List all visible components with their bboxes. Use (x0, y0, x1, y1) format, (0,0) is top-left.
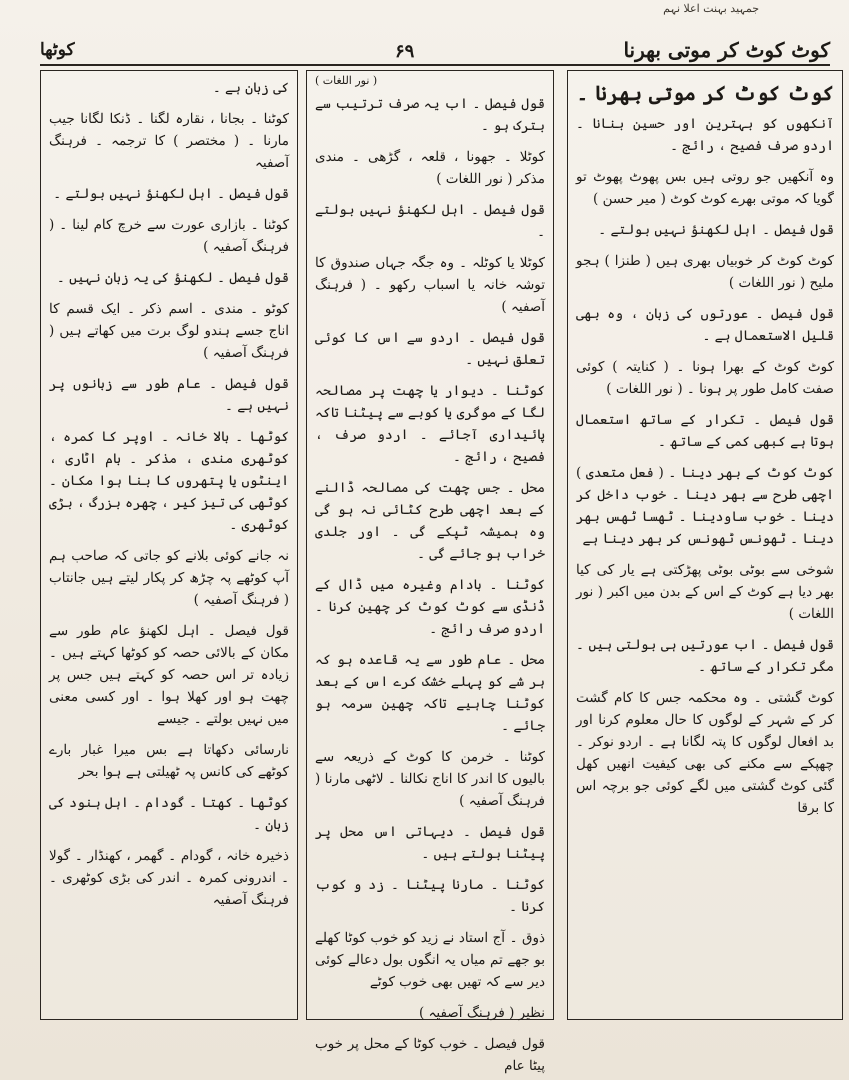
entry-paragraph: شوخی سے بوٹی بوٹی پھڑکتی ہے یار کی کیا بھر دیا ہے کوٹ کے اس کے بدن میں اکبر ( نور اللغات ) (576, 562, 834, 622)
header-right-title: کوٹ کوٹ کر موتی بھرنا (623, 38, 830, 62)
entry-paragraph: قول فیصل ۔ عام طور سے زبانوں پر نہیں ہے ۔ (49, 376, 289, 414)
entry-paragraph: کوٹ کوٹ کر خوبیاں بھری ہیں ( طنزا ) ہجو ملیح ( نور اللغات ) (576, 253, 834, 291)
entry-paragraph: کوٹنا ۔ دیوار یا چھت پر مصالحہ لگا کے موگری یا کوبے سے پیٹنا تاکہ پائیداری آجائے ۔ اردو صرف ، فصیح ، رائج ۔ (315, 383, 545, 465)
column-middle-top-note: ( نور اللغات ) (315, 74, 378, 87)
entry-paragraph: کوٹنا ۔ خرمن کا کوٹ کے ذریعہ سے بالیوں کا اندر کا اناج نکالنا ۔ لاٹھی مارنا ( فرہنگ آصفیہ ) (315, 749, 545, 809)
column-middle (306, 70, 554, 1074)
entry-paragraph: کوٹ کوٹ کے بھر دینا ۔ ( فعل متعدی ) اچھی طرح سے بھر دینا ۔ خوب داخل کر دینا ۔ خوب ساودینا ۔ ٹھسا ٹھس بھر دینا ۔ ٹھونس ٹھونس کر بھر دینا ہے (576, 465, 834, 547)
entry-paragraph: محل ۔ جس چھت کی مصالحہ ڈالنے کے بعد اچھی طرح کٹائی نہ ہو گی وہ ہمیشہ ٹپکے گی ۔ اور جلدی خراب ہو جائے گی ۔ (315, 480, 545, 562)
entry-paragraph: کوٹلا یا کوٹلہ ۔ وہ جگہ جہاں صندوق کا توشہ خانہ یا اسباب رکھو ۔ ( فرہنگ آصفیہ ) (315, 255, 545, 315)
entry-paragraph: کوٹھا ۔ کھتا ۔ گودام ۔ اہل ہنود کی زبان ۔ (49, 795, 289, 833)
column-left (40, 70, 298, 1020)
entry-paragraph: کوٹ کوٹ کے بھرا ہونا ۔ ( کنایتہ ) کوئی صفت کامل طور پر ہونا ۔ ( نور اللغات ) (576, 359, 834, 397)
entry-paragraph: قول فیصل ۔ اب عورتیں ہی بولتی ہیں ۔ مگر تکرار کے ساتھ ۔ (576, 637, 834, 675)
entry-paragraph: قول فیصل ۔ اہل لکھنؤ نہیں بولتے ۔ (315, 202, 545, 240)
entry-paragraph: کی زبان ہے ۔ (212, 80, 289, 96)
entry-paragraph: قول فیصل ۔ اہل لکھنؤ نہیں بولتے ۔ (53, 186, 289, 202)
running-header (40, 22, 830, 66)
entry-paragraph: قول فیصل ۔ دیہاتی اس محل پر پیٹنا بولتے ہیں ۔ (315, 824, 545, 862)
header-left-word: کوٹھا (40, 40, 75, 60)
entry-paragraph: کوٹ گشتی ۔ وہ محکمہ جس کا کام گشت کر کے شہر کے لوگوں کا حال معلوم کرنا اور بد افعال لوگوں کا پتہ لگانا ہے ۔ اردو نوکر ۔ چھپکے سے مکنے کی بھی کیفیت انھیں کھل گئی کوٹ گشتی میں لگے کوئی جو برچہ اس کا برقا (576, 690, 834, 816)
entry-paragraph: نارسائی دکھاتا ہے بس میرا غبار بارے کوٹھے کی کانس پہ ٹھیلتی ہے ہوا بحر (49, 742, 289, 780)
top-small-note: جمہید بہنت اعلا نہم (663, 2, 759, 15)
entry-paragraph: کوٹنا ۔ مارنا پیٹنا ۔ زد و کوب کرنا ۔ (315, 877, 545, 915)
entry-paragraph: ذوق ۔ آج استاد نے زید کو خوب کوٹا کھلے بو جھے تم میاں یہ انگوں بول دعالے کوئی دیر سے کہ تھیں بھی خوب کوٹے (315, 930, 545, 990)
entry-paragraph: قول فیصل ۔ اردو سے اس کا کوئی تعلق نہیں ۔ (315, 330, 545, 368)
entry-paragraph: قول فیصل ۔ اب یہ صرف ترتیب سے بترک ہو ۔ (315, 96, 545, 134)
page-number: ۶۹ (395, 41, 415, 62)
entry-paragraph: آنکھوں کو بہترین اور حسین بنانا ۔ اردو صرف فصیح ، رائج ۔ (576, 116, 834, 154)
entry-paragraph: نہ جانے کوئی بلانے کو جاتی کہ صاحب ہم آپ کوٹھے پہ چڑھ کر پکار لیتے ہیں جانتاب ( فرہنگ آصفیہ ) (49, 548, 289, 608)
entry-paragraph: کوٹنا ۔ بجانا ، نقارہ لگنا ۔ ڈنکا لگانا جیب مارنا ۔ ( مختصر ) کا ترجمہ ۔ فرہنگ آصفیہ (49, 111, 289, 171)
entry-paragraph: کوٹھا ۔ بالا خانہ ۔ اوپر کا کمرہ ، کوٹھری مندی ، مذکر ۔ بام اٹاری ، اینٹوں یا پتھروں کا بنا ہوا مکان ۔ کوٹھی کی تیز کیر ، چھرہ بزرگ ، بڑی کوٹھری ۔ (49, 429, 289, 533)
entry-paragraph: کوٹو ۔ مندی ۔ اسم ذکر ۔ ایک قسم کا اناج جسے ہندو لوگ برت میں کھاتے ہیں ( فرہنگ آصفیہ ) (49, 301, 289, 361)
entry-paragraph: نظیر ( فرہنگ آصفیہ ) (418, 1005, 545, 1021)
entry-paragraph: وہ آنکھیں جو روتی ہیں بس پھوٹ پھوٹ تو گویا کہ موتی بھرے کوٹ کوٹ ( میر حسن ) (576, 169, 834, 207)
entry-paragraph: قول فیصل ۔ اہل لکھنؤ نہیں بولتے ۔ (598, 222, 834, 238)
entry-paragraph: محل ۔ عام طور سے یہ قاعدہ ہو کہ ہر شے کو پہلے خشک کرے اس کے بعد کوٹنا چاہیے تاکہ چھین سرمہ ہو جائے ۔ (315, 652, 545, 734)
entry-paragraph: ذخیرہ خانہ ، گودام ۔ گھمر ، کھنڈار ۔ گولا ۔ اندرونی کمرہ ۔ اندر کی بڑی کوٹھری ۔ فرہنگ آصفیہ (49, 848, 289, 908)
entry-paragraph: قول فیصل ۔ عورتوں کی زبان ، وہ بھی قلیل الاستعمال ہے ۔ (576, 306, 834, 344)
entry-paragraph: کوٹلا ۔ جھونا ، قلعہ ، گڑھی ۔ مندی مذکر ( نور اللغات ) (315, 149, 545, 187)
entry-paragraph: کوٹنا ۔ بادام وغیرہ میں ڈال کے ڈنڈی سے کوٹ کوٹ کر چھین کرنا ۔ اردو صرف رائج ۔ (315, 577, 545, 637)
entry-paragraph: کوٹنا ۔ بازاری عورت سے خرچ کام لینا ۔ ( فرہنگ آصفیہ ) (49, 217, 289, 255)
header-rule (40, 64, 830, 66)
entry-paragraph: قول فیصل ۔ تکرار کے ساتھ استعمال ہوتا ہے کبھی کمی کے ساتھ ۔ (576, 412, 834, 450)
entry-paragraph: قول فیصل ۔ خوب کوٹا کے محل پر خوب پیٹا عام (315, 1036, 545, 1074)
column-right-heading: کوٹ کوٹ کر موتی بھرنا ۔ (576, 81, 834, 105)
entry-paragraph: قول فیصل ۔ اہل لکھنؤ عام طور سے مکان کے بالائی حصہ کو کوٹھا کہتے ہیں ۔ زیادہ تر اس حصہ کو کہتے ہیں جس پر چھت ہو اور کھلا ہوا ۔ اور کسی معنی میں نہیں بولتے ۔ جیسے (49, 623, 289, 727)
column-right (567, 70, 843, 1020)
entry-paragraph: قول فیصل ۔ لکھنؤ کی یہ زبان نہیں ۔ (56, 270, 289, 286)
